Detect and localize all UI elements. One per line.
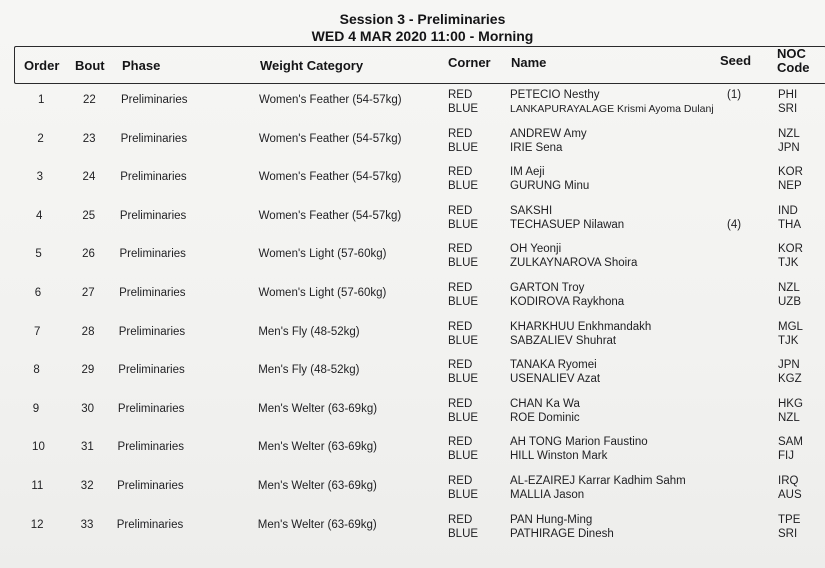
corner-blue: BLUE [448,527,479,540]
session-date: WED 4 MAR 2020 11:00 - Morning [311,28,534,44]
order-cell: 11 [31,480,44,492]
corner-blue: BLUE [448,296,479,308]
header-noc: NOC [777,46,806,61]
header-corner: Corner [448,55,491,70]
order-cell: 5 [35,248,42,261]
red-noc-code: KOR [778,243,803,256]
red-boxer-name: CHAN Ka Wa [510,397,580,410]
bout-cell: 26 [82,248,95,261]
header-order: Order [24,58,60,73]
red-boxer-name: IM Aeji [510,166,545,179]
red-noc-code: NZL [778,282,800,294]
phase-cell: Preliminaries [118,325,186,338]
red-boxer-name: TANAKA Ryomei [510,359,597,372]
red-noc-code: NZL [778,127,800,140]
corner-red: RED [448,243,473,256]
corner-red: RED [448,475,473,487]
red-noc-code: HKG [778,397,803,410]
weight-category-cell: Women's Feather (54-57kg) [258,209,402,222]
blue-boxer-name: IRIE Sena [510,141,563,154]
red-boxer-name: GARTON Troy [510,282,585,294]
blue-noc-code: NEP [778,180,802,193]
bout-cell: 24 [82,171,96,184]
red-boxer-name: AH TONG Marion Faustino [510,436,648,449]
red-noc-code: JPN [778,359,800,372]
weight-category-cell: Men's Welter (63-69kg) [258,402,378,415]
corner-blue: BLUE [448,334,479,347]
red-noc-code: KOR [778,166,803,179]
blue-boxer-name: HILL Winston Mark [510,450,608,463]
blue-noc-code: JPN [778,141,800,154]
weight-category-cell: Women's Light (57-60kg) [258,248,387,261]
weight-category-cell: Women's Light (57-60kg) [258,287,387,299]
blue-noc-code: SRI [778,527,798,540]
blue-noc-code: KGZ [778,373,802,386]
bout-cell: 33 [80,518,94,531]
corner-red: RED [448,166,473,179]
blue-boxer-name: SABZALIEV Shuhrat [510,334,617,347]
header-weight-category: Weight Category [260,58,364,73]
red-boxer-name: KHARKHUU Enkhmandakh [510,320,652,333]
corner-blue: BLUE [448,257,479,270]
bout-cell: 22 [83,94,96,106]
phase-cell: Preliminaries [120,171,187,184]
corner-blue: BLUE [448,373,479,386]
corner-blue: BLUE [448,141,479,154]
red-boxer-name: PETECIO Nesthy [510,89,600,101]
blue-noc-code: UZB [778,296,801,308]
red-noc-code: SAM [778,436,803,449]
order-cell: 9 [32,402,40,415]
red-noc-code: MGL [778,320,803,333]
blue-boxer-name: ROE Dominic [510,411,580,424]
header-name: Name [511,55,547,70]
phase-cell: Preliminaries [117,402,185,415]
weight-category-cell: Men's Welter (63-69kg) [257,518,377,531]
red-boxer-name: PAN Hung-Ming [510,513,593,526]
blue-boxer-name: TECHASUEP Nilawan [510,218,625,231]
blue-boxer-name: LANKAPURAYALAGE Krismi Ayoma Dulanj [510,103,714,115]
corner-blue: BLUE [448,103,479,115]
red-boxer-name: ANDREW Amy [510,127,587,140]
corner-blue: BLUE [448,411,479,424]
blue-noc-code: AUS [778,489,802,501]
corner-red: RED [448,204,473,217]
blue-noc-code: NZL [778,411,800,424]
bout-cell: 28 [81,325,95,338]
phase-cell: Preliminaries [119,209,187,222]
weight-category-cell: Men's Fly (48-52kg) [258,364,360,377]
weight-category-cell: Women's Feather (54-57kg) [259,94,402,106]
red-seed: (1) [727,89,742,101]
blue-noc-code: SRI [778,103,798,115]
corner-blue: BLUE [448,180,479,193]
weight-category-cell: Women's Feather (54-57kg) [258,171,402,184]
phase-cell: Preliminaries [119,248,186,261]
order-cell: 4 [36,209,43,222]
corner-red: RED [448,436,473,449]
blue-boxer-name: MALLIA Jason [510,489,585,501]
blue-noc-code: TJK [778,257,799,270]
weight-category-cell: Women's Feather (54-57kg) [258,132,402,145]
phase-cell: Preliminaries [120,132,188,145]
corner-blue: BLUE [448,450,479,463]
corner-blue: BLUE [448,218,479,231]
corner-red: RED [448,397,473,410]
weight-category-cell: Men's Welter (63-69kg) [258,441,377,454]
blue-boxer-name: PATHIRAGE Dinesh [510,527,614,540]
blue-noc-code: THA [778,218,801,231]
phase-cell: Preliminaries [118,364,185,377]
header-code: Code [777,60,810,75]
corner-red: RED [448,127,473,140]
blue-seed: (4) [727,218,742,231]
corner-red: RED [448,89,473,101]
corner-red: RED [448,282,473,294]
header-seed: Seed [720,53,752,68]
corner-red: RED [448,359,473,372]
bout-cell: 29 [81,364,95,377]
red-noc-code: TPE [778,513,801,526]
red-noc-code: IRQ [778,475,799,487]
corner-red: RED [448,513,473,526]
red-boxer-name: SAKSHI [510,204,553,217]
weight-category-cell: Men's Welter (63-69kg) [257,480,377,492]
red-noc-code: PHI [778,89,798,101]
bout-cell: 25 [82,209,96,222]
blue-boxer-name: KODIROVA Raykhona [510,296,625,308]
phase-cell: Preliminaries [117,480,184,492]
corner-red: RED [448,320,473,333]
order-cell: 12 [30,518,44,531]
phase-cell: Preliminaries [119,287,186,299]
phase-cell: Preliminaries [117,441,184,454]
blue-noc-code: FIJ [778,450,794,463]
bout-cell: 27 [81,287,95,299]
order-cell: 7 [34,325,41,338]
corner-blue: BLUE [448,489,479,501]
red-boxer-name: AL-EZAIREJ Karrar Kadhim Sahm [510,475,686,487]
order-cell: 3 [36,171,44,184]
bout-cell: 31 [81,441,94,454]
red-noc-code: IND [778,204,798,217]
order-cell: 1 [38,94,45,106]
bout-cell: 23 [82,132,96,145]
blue-boxer-name: USENALIEV Azat [510,373,601,386]
blue-noc-code: TJK [778,334,799,347]
order-cell: 10 [32,441,45,454]
bout-cell: 30 [81,402,95,415]
order-cell: 8 [33,364,40,377]
weight-category-cell: Men's Fly (48-52kg) [258,325,360,338]
blue-boxer-name: ZULKAYNAROVA Shoira [510,257,638,270]
phase-cell: Preliminaries [116,518,184,531]
blue-boxer-name: GURUNG Minu [510,180,590,193]
header-phase: Phase [122,58,161,73]
order-cell: 6 [34,287,42,299]
header-bout: Bout [75,58,105,73]
phase-cell: Preliminaries [121,94,188,106]
red-boxer-name: OH Yeonji [510,243,562,256]
order-cell: 2 [37,132,44,145]
bout-cell: 32 [80,480,94,492]
session-title: Session 3 - Preliminaries [339,11,506,27]
